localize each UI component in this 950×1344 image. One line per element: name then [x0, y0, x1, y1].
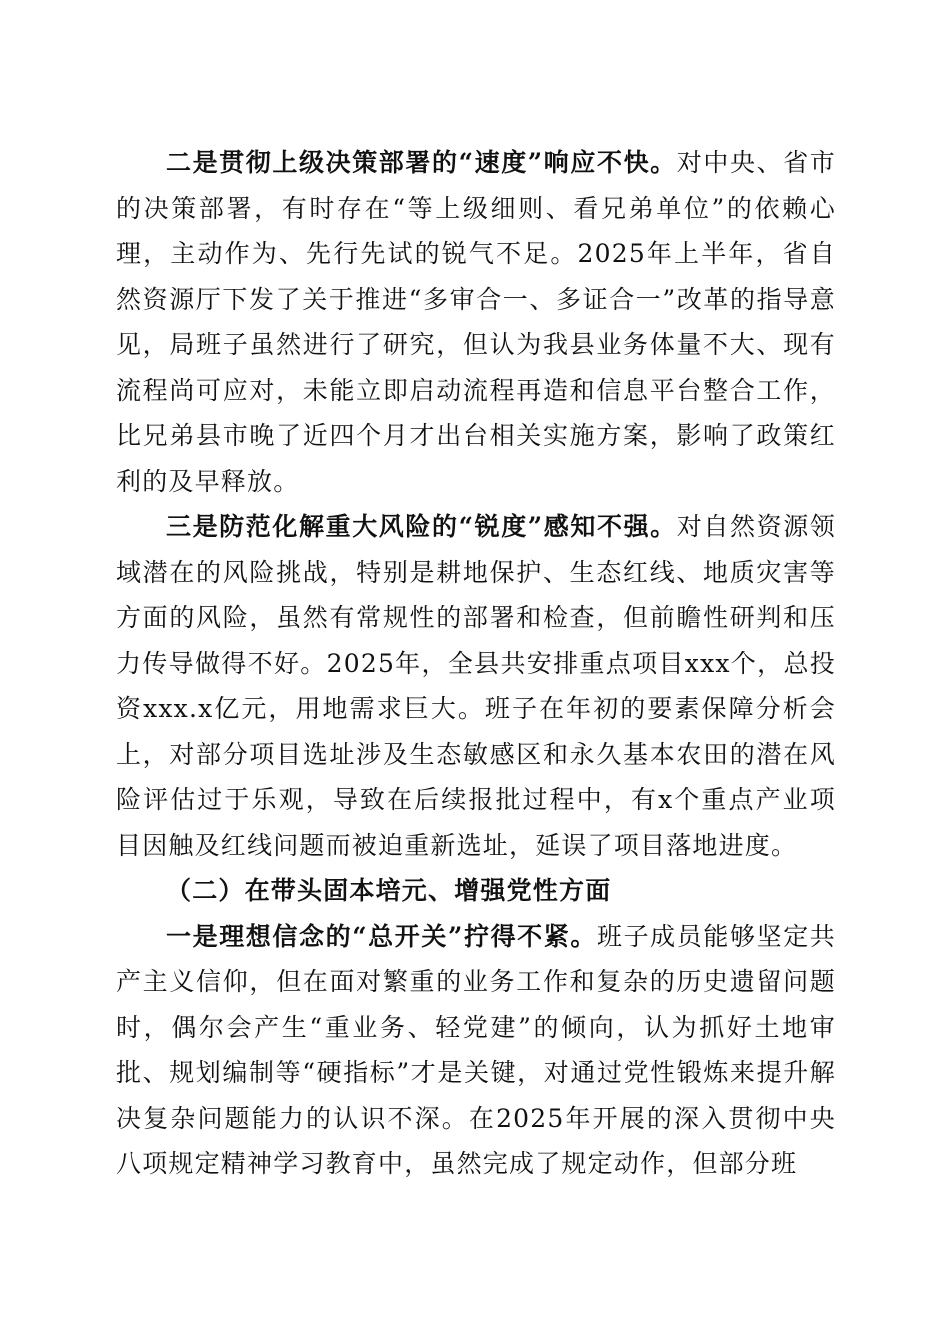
paragraph-body: 班子成员能够坚定共产主义信仰，但在面对繁重的业务工作和复杂的历史遗留问题时，偶尔会产生“重业务、轻党建”的倾向，认为抓好土地审批、规划编制等“硬指标”才是关键，对通过党性锻炼来提升解决复杂问题能力的认识不深。在2025年开展的深入贯彻中央八项规定精神学习教育中，虽然完成了规定动作，但部分班 [116, 921, 836, 1178]
paragraph-body: 对自然资源领域潜在的风险挑战，特别是耕地保护、生态红线、地质灾害等方面的风险，虽然有常规性的部署和检查，但前瞻性研判和压力传导做得不好。2025年，全县共安排重点项目xxx个，总投资xxx.x亿元，用地需求巨大。班子在年初的要素保障分析会上，对部分项目选址涉及生态敏感区和永久基本农田的潜在风险评估过于乐观，导致在后续报批过程中，有x个重点产业项目因触及红线问题而被迫重新选址，延误了项目落地进度。 [116, 512, 837, 860]
paragraph-ideals-belief [116, 914, 836, 1187]
paragraph-risk-sensitivity [116, 504, 836, 868]
document-body [116, 140, 836, 1187]
paragraph-speed-response [116, 140, 836, 504]
paragraph-lead: 一是理想信念的“总开关”拧得不紧。 [166, 921, 597, 951]
paragraph-lead: 二是贯彻上级决策部署的“速度”响应不快。 [166, 148, 677, 177]
section-heading: （二）在带头固本培元、增强党性方面 [166, 876, 612, 905]
paragraph-lead: 三是防范化解重大风险的“锐度”感知不强。 [166, 512, 677, 541]
paragraph-body: 对中央、省市的决策部署，有时存在“等上级细则、看兄弟单位”的依赖心理，主动作为、先行先试的锐气不足。2025年上半年，省自然资源厅下发了关于推进“多审合一、多证合一”改革的指导意见，局班子虽然进行了研究，但认为我县业务体量不大、现有流程尚可应对，未能立即启动流程再造和信息平台整合工作，比兄弟县市晚了近四个月才出台相关实施方案，影响了政策红利的及早释放。 [116, 148, 837, 496]
